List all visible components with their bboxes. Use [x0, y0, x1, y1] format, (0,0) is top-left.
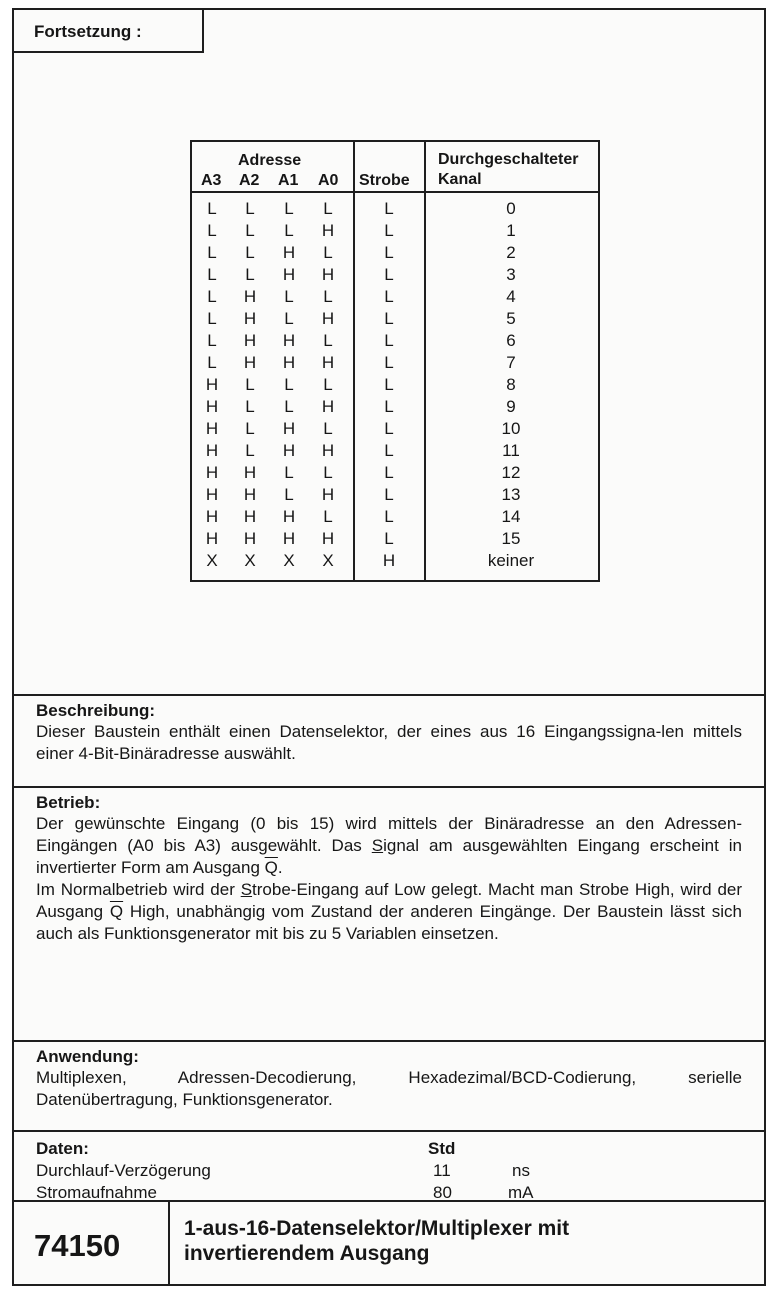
address-cell: X	[206, 551, 218, 570]
address-cell: L	[207, 287, 217, 306]
data-label-current: Stromaufnahme	[36, 1183, 157, 1202]
address-cell: X	[244, 551, 256, 570]
address-cell: H	[321, 485, 335, 504]
address-cell: L	[245, 397, 255, 416]
address-cell: H	[243, 331, 257, 350]
section-divider	[14, 786, 764, 788]
strobe-cell: L	[384, 331, 394, 350]
operation-paragraph-1: Der gewünschte Eingang (0 bis 15) wird mittels der Binäradresse an den Adressen-Eingängen (A0 bis A3) ausgewählt. Das Signal am ausgewählten Eingang erscheint in invertierter Form am Ausgang $\overline{Q}$.	[36, 814, 742, 877]
address-cell: L	[323, 419, 333, 438]
strobe-cell: L	[384, 309, 394, 328]
address-cell: L	[323, 463, 333, 482]
column-header-a0: A0	[318, 172, 339, 189]
strobe-cell: L	[384, 353, 394, 372]
address-cell: L	[284, 485, 294, 504]
part-number: 74150	[14, 1202, 170, 1284]
strobe-cell: L	[384, 485, 394, 504]
address-cell: L	[323, 243, 333, 262]
address-cell: L	[245, 243, 255, 262]
address-cell: L	[207, 331, 217, 350]
address-cell: L	[284, 287, 294, 306]
address-cell: H	[243, 309, 257, 328]
application-section	[14, 1046, 764, 1111]
address-group-header: Adresse	[238, 152, 302, 169]
address-cell: L	[245, 221, 255, 240]
address-cell: L	[207, 353, 217, 372]
strobe-cell: L	[384, 375, 394, 394]
address-cell: L	[245, 375, 255, 394]
channel-cell: 11	[502, 441, 520, 460]
address-cell: H	[243, 463, 257, 482]
data-value-delay: 11	[433, 1161, 451, 1180]
strobe-cell: L	[384, 463, 394, 482]
description-section	[14, 700, 764, 765]
footer-bar	[14, 1200, 764, 1284]
operation-heading: Betrieb:	[36, 793, 101, 812]
channel-cell: 2	[506, 243, 516, 262]
address-cell: L	[323, 375, 333, 394]
address-cell: L	[245, 419, 255, 438]
application-text: Multiplexen, Adressen-Decodierung, Hexadezimal/BCD-Codierung, serielle Datenübertragung, Funktionsgenerator.	[36, 1068, 742, 1109]
channel-cell: 5	[506, 309, 516, 328]
address-cell: L	[207, 265, 217, 284]
address-cell: H	[205, 463, 219, 482]
address-cell: H	[321, 441, 335, 460]
datasheet-page	[12, 8, 766, 1286]
data-label-delay: Durchlauf-Verzögerung	[36, 1161, 211, 1180]
address-cell: L	[207, 309, 217, 328]
address-cell: L	[323, 287, 333, 306]
address-cell: H	[282, 529, 296, 548]
column-header-a1: A1	[278, 172, 299, 189]
data-unit-delay: ns	[512, 1161, 530, 1180]
address-cell: H	[205, 419, 219, 438]
address-cell: L	[245, 441, 255, 460]
strobe-cell: L	[384, 529, 394, 548]
channel-cell: 9	[506, 397, 516, 416]
channel-cell: 12	[501, 463, 521, 482]
address-cell: L	[323, 331, 333, 350]
address-cell: L	[284, 397, 294, 416]
channel-cell: 14	[501, 507, 521, 526]
channel-cell: 7	[506, 353, 516, 372]
address-cell: X	[322, 551, 334, 570]
address-cell: H	[205, 397, 219, 416]
strobe-cell: L	[384, 265, 394, 284]
channel-cell: 8	[506, 375, 516, 394]
address-cell: X	[283, 551, 295, 570]
address-cell: H	[205, 507, 219, 526]
operation-paragraph-2: Im Normalbetrieb wird der Strobe-Eingang auf Low gelegt. Macht man Strobe High, wird der Ausgang $\overline{Q}$ High, unabhängig vom Zustand der anderen Eingänge. Der Baustein lässt sich auch als Funktionsgenerator mit bis zu 5 Variablen einsetzen.	[36, 880, 743, 943]
address-cell: L	[323, 199, 333, 218]
address-cell: H	[205, 441, 219, 460]
strobe-cell: L	[384, 397, 394, 416]
address-cell: L	[245, 265, 255, 284]
part-title: 1-aus-16-Datenselektor/Multiplexer mit invertierendem Ausgang	[184, 1217, 570, 1265]
address-cell: H	[282, 353, 296, 372]
channel-cell: 13	[501, 485, 521, 504]
section-divider	[14, 1130, 764, 1132]
truth-table	[190, 140, 600, 582]
application-heading: Anwendung:	[36, 1047, 139, 1066]
data-heading: Daten:	[36, 1139, 89, 1158]
column-header-a2: A2	[239, 172, 260, 189]
data-value-current: 80	[433, 1183, 452, 1202]
address-cell: L	[284, 221, 294, 240]
address-cell: H	[321, 397, 335, 416]
address-cell: H	[282, 419, 296, 438]
address-cell: L	[207, 221, 217, 240]
strobe-cell: L	[384, 221, 394, 240]
address-cell: L	[207, 199, 217, 218]
channel-cell: 0	[506, 199, 516, 218]
address-cell: H	[321, 221, 335, 240]
address-cell: H	[243, 507, 257, 526]
address-cell: L	[284, 199, 294, 218]
continuation-tab: Fortsetzung :	[14, 10, 204, 53]
column-header-strobe: Strobe	[359, 172, 410, 189]
channel-cell: 4	[506, 287, 516, 306]
column-header-a3: A3	[201, 172, 222, 189]
column-header-channel-sub: Kanal	[438, 171, 482, 188]
address-cell: H	[205, 485, 219, 504]
channel-cell: 1	[506, 221, 516, 240]
strobe-cell: L	[384, 243, 394, 262]
address-cell: L	[284, 375, 294, 394]
strobe-cell: L	[384, 441, 394, 460]
channel-cell: keiner	[487, 551, 535, 570]
address-cell: H	[243, 353, 257, 372]
address-cell: L	[323, 507, 333, 526]
address-cell: H	[282, 507, 296, 526]
std-column-header: Std	[428, 1139, 456, 1158]
address-cell: H	[321, 529, 335, 548]
address-cell: L	[284, 463, 294, 482]
address-cell: H	[205, 375, 219, 394]
section-divider	[14, 694, 764, 696]
data-unit-current: mA	[508, 1183, 534, 1202]
address-cell: L	[207, 243, 217, 262]
operation-section	[14, 792, 764, 945]
strobe-cell: H	[382, 551, 396, 570]
channel-cell: 15	[501, 529, 521, 548]
address-cell: H	[243, 529, 257, 548]
address-cell: H	[321, 309, 335, 328]
address-cell: H	[282, 441, 296, 460]
strobe-cell: L	[384, 199, 394, 218]
description-heading: Beschreibung:	[36, 701, 156, 720]
strobe-cell: L	[384, 287, 394, 306]
address-cell: H	[205, 529, 219, 548]
address-cell: L	[245, 199, 255, 218]
address-cell: H	[282, 243, 296, 262]
address-cell: L	[284, 309, 294, 328]
address-cell: H	[321, 353, 335, 372]
strobe-cell: L	[384, 507, 394, 526]
channel-cell: 6	[506, 331, 516, 350]
address-cell: H	[243, 485, 257, 504]
channel-cell: 10	[501, 419, 521, 438]
address-cell: H	[282, 331, 296, 350]
table-divider	[353, 142, 355, 580]
channel-cell: 3	[506, 265, 516, 284]
section-divider	[14, 1040, 764, 1042]
address-cell: H	[282, 265, 296, 284]
address-cell: H	[243, 287, 257, 306]
strobe-cell: L	[384, 419, 394, 438]
description-text: Dieser Baustein enthält einen Datenselektor, der eines aus 16 Eingangssigna-len mittels einer 4-Bit-Binäradresse auswählt.	[36, 722, 742, 763]
address-cell: H	[321, 265, 335, 284]
table-header-rule	[192, 191, 598, 193]
column-header-channel: Durchgeschalteter	[438, 151, 579, 168]
